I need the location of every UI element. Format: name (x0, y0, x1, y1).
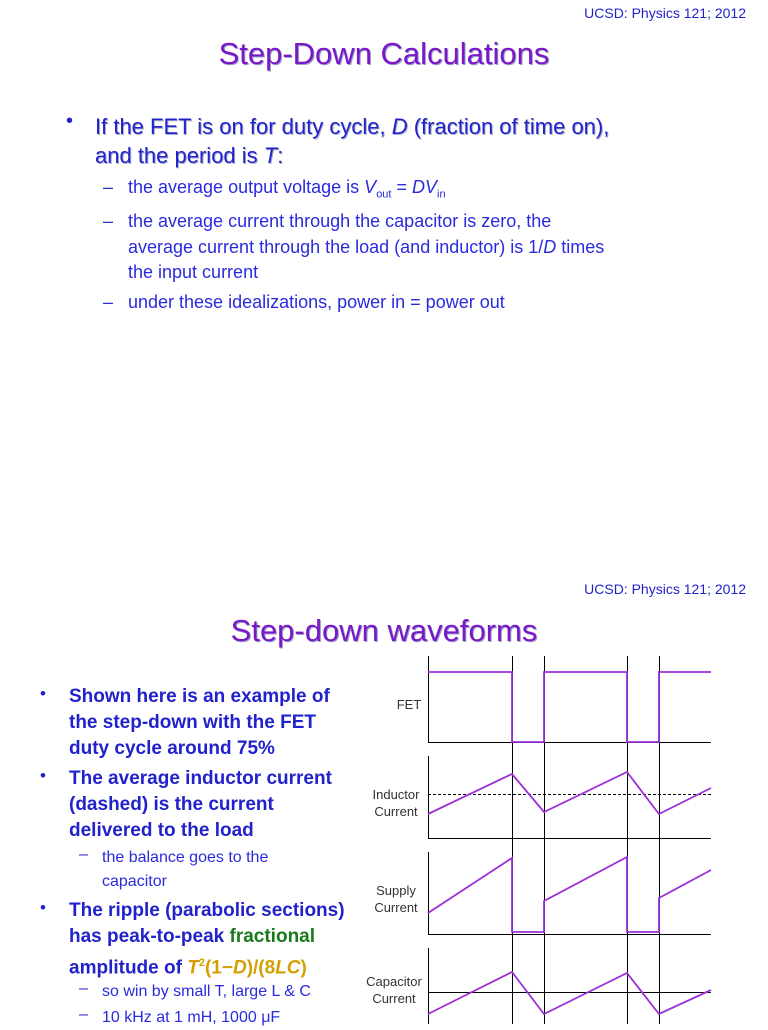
bullet-dot: • (66, 110, 74, 132)
fet-label: FET (396, 697, 422, 712)
waveform-diagram (0, 512, 768, 1024)
sub-bullet-dash: – (79, 980, 88, 997)
slide-title: Step-Down Calculations (218, 36, 550, 71)
fet-waveform (428, 672, 711, 742)
sub-bullet-dash: – (79, 846, 88, 863)
bullet-dot: • (40, 766, 46, 785)
capacitor-current-label: Capacitor Current (366, 974, 422, 1006)
bullet-line: If the FET is on for duty cycle, D (fraction of time on), (95, 114, 610, 139)
sub-bullet-dash: – (103, 211, 114, 231)
sub-bullet-dash: – (103, 292, 114, 312)
sub-bullet: the average current through the capacitor is zero, the average current through the load (and inductor) is 1/D times the input current (128, 211, 605, 282)
bullet-line: and the period is T: (95, 143, 284, 168)
bullet-dot: • (40, 684, 46, 703)
sub-bullet: the balance goes to the capacitor (102, 849, 269, 890)
bullet-text: The average inductor current (dashed) is the current delivered to the load (69, 768, 332, 841)
inductor-current-label: Inductor Current (372, 787, 420, 819)
slide-title: Step-down waveforms (230, 613, 538, 648)
bullet-text: The ripple (parabolic sections) has peak-to-peak fractional amplitude of $T^2(1-D)/(8LC)$ (69, 900, 345, 979)
slide-header: UCSD: Physics 121; 2012 (584, 581, 746, 597)
bullet-dot: • (40, 898, 46, 917)
slide-2 (0, 512, 768, 1024)
sub-bullet: the average output voltage is $V_{out} = DV_{in}$ (128, 177, 446, 201)
slide-1 (0, 0, 768, 512)
slide-header: UCSD: Physics 121; 2012 (584, 5, 746, 21)
inductor-waveform (428, 772, 711, 814)
sub-bullet-dash: – (103, 177, 114, 197)
waveform-frames (428, 656, 711, 1024)
supply-current-label: Supply Current (374, 883, 418, 915)
sub-bullet: so win by small T, large L & C (102, 983, 311, 1000)
supply-waveform (428, 857, 711, 932)
sub-bullet-dash: – (79, 1006, 88, 1023)
sub-bullet: 10 kHz at 1 mH, 1000 μF (102, 1009, 281, 1026)
bullet-text: Shown here is an example of the step-down with the FET duty cycle around 75% (69, 686, 330, 759)
sub-bullet: under these idealizations, power in = power out (128, 292, 505, 312)
